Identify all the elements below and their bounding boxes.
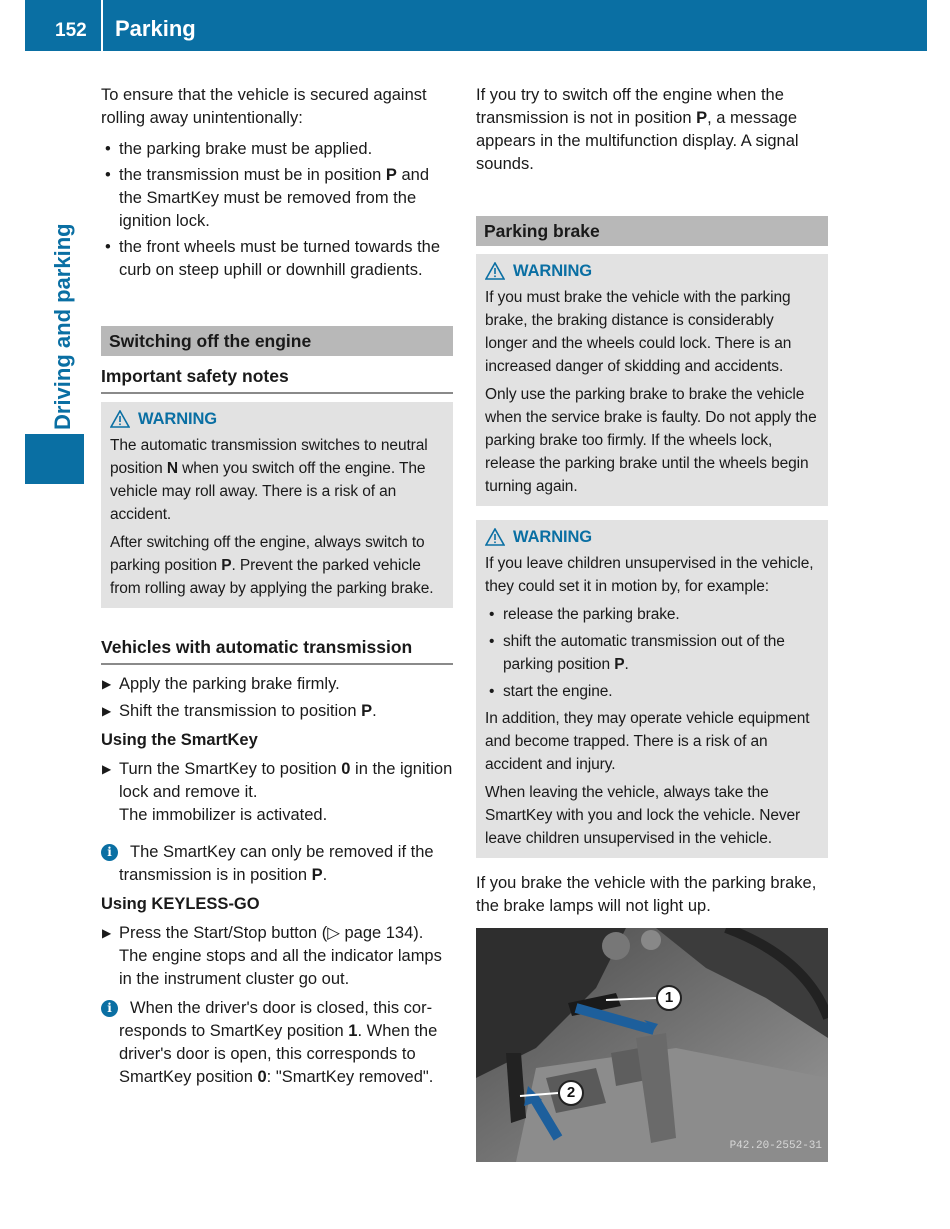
- warning-box-children: [476, 520, 828, 858]
- step-arrow-icon: ▶: [102, 926, 112, 940]
- chapter-label: Driving and parking: [50, 223, 75, 430]
- warning-text: If you leave children unsupervised in the vehicle, they could set it in motion by, for example:: [485, 555, 814, 595]
- right-column: [476, 84, 828, 1162]
- warning-text: When leaving the vehicle, always take the SmartKey with you and lock the vehicle. Never leave children unsupervised in the vehicle.: [485, 784, 801, 847]
- step-item: ▶ Turn the SmartKey to position 0 in the ignition lock and remove it. The immobilizer is activated.: [102, 760, 453, 824]
- footwell-illustration: [476, 928, 828, 1162]
- list-item: • the front wheels must be turned towards the curb on steep uphill or downhill gradients.: [101, 236, 453, 282]
- step-arrow-icon: ▶: [102, 704, 112, 718]
- warning-triangle-icon: [485, 528, 505, 546]
- section-heading-switching-off: Switching off the engine: [101, 326, 453, 356]
- smartkey-heading: Using the SmartKey: [101, 731, 258, 749]
- info-note-smartkey: i The SmartKey can only be removed if the transmission is in position P.: [101, 841, 453, 887]
- automatic-transmission-heading: Vehicles with automatic transmission: [101, 636, 453, 665]
- list-item: • shift the automatic transmission out of the parking position P.: [485, 630, 819, 676]
- info-icon: i: [101, 844, 118, 861]
- parking-brake-figure: [476, 928, 828, 1162]
- info-icon: i: [101, 1000, 118, 1017]
- warning-box-transmission: [101, 402, 453, 608]
- securing-intro: To ensure that the vehicle is secured against rolling away unintentionally:: [101, 86, 427, 127]
- securing-bullets: [101, 138, 453, 282]
- step-item: ▶ Press the Start/Stop button (▷ page 134). The engine stops and all the indicator lamps in the instrument cluster go out.: [102, 924, 442, 988]
- page-title: Parking: [115, 16, 196, 41]
- header-divider: [101, 0, 103, 51]
- warning-triangle-icon: [485, 262, 505, 280]
- warning-title: WARNING: [485, 258, 819, 284]
- list-item: • start the engine.: [485, 680, 819, 703]
- chapter-tab-marker: [25, 434, 84, 484]
- switch-off-message-text: If you try to switch off the engine when the transmission is not in position P, a message appears in the multifunction display. A signal sounds.: [476, 86, 799, 173]
- step-arrow-icon: ▶: [102, 677, 112, 691]
- figure-code: P42.20-2552-31: [729, 1140, 822, 1152]
- section-heading-parking-brake: Parking brake: [476, 216, 828, 246]
- list-item: • the parking brake must be applied.: [101, 138, 453, 161]
- brake-lamps-note: If you brake the vehicle with the parking brake, the brake lamps will not light up.: [476, 874, 817, 915]
- warning-title: WARNING: [485, 524, 819, 550]
- callout-1: 1: [656, 985, 682, 1011]
- list-item: • the transmission must be in position P and the SmartKey must be removed from the ignition lock.: [101, 164, 453, 233]
- info-note-keyless: i When the driver's door is closed, this corresponds to SmartKey position 1. When the driver's door is open, this corresponds to SmartKey position 0: "SmartKey removed".: [101, 997, 453, 1089]
- left-column: [101, 84, 453, 1095]
- step-result: The immobilizer is activated.: [119, 806, 328, 824]
- step-item: ▶ Shift the transmission to position P.: [101, 700, 453, 723]
- warning-text: Only use the parking brake to brake the vehicle when the service brake is faulty. Do not apply the parking brake too firmly. If the wheels lock, release the parking brake until the wheels begin turning again.: [485, 386, 817, 495]
- list-item: • release the parking brake.: [485, 603, 819, 626]
- warning-text: After switching off the engine, always switch to parking position P. Prevent the parked vehicle from rolling away by applying the parking brake.: [110, 534, 434, 597]
- warning-text: If you must brake the vehicle with the parking brake, the braking distance is considerably longer and the wheels could lock. There is an increased danger of skidding and accidents.: [485, 289, 792, 375]
- keyless-go-heading: Using KEYLESS-GO: [101, 895, 260, 913]
- safety-notes-heading: Important safety notes: [101, 365, 453, 394]
- step-item: ▶ Apply the parking brake firmly.: [101, 673, 453, 696]
- page-header: [25, 0, 927, 51]
- warning-box-parking-brake: [476, 254, 828, 506]
- step-arrow-icon: ▶: [102, 762, 112, 776]
- warning-text: The automatic transmission switches to neutral position N when you switch off the engine. The vehicle may roll away. There is a risk of an accident.: [110, 437, 428, 523]
- warning-title: WARNING: [110, 406, 444, 432]
- page-number: 152: [55, 20, 87, 41]
- warning-bullets: [485, 603, 819, 703]
- callout-2: 2: [558, 1080, 584, 1106]
- warning-text: In addition, they may operate vehicle equipment and become trapped. There is a risk of an accident and injury.: [485, 710, 810, 773]
- warning-triangle-icon: [110, 410, 130, 428]
